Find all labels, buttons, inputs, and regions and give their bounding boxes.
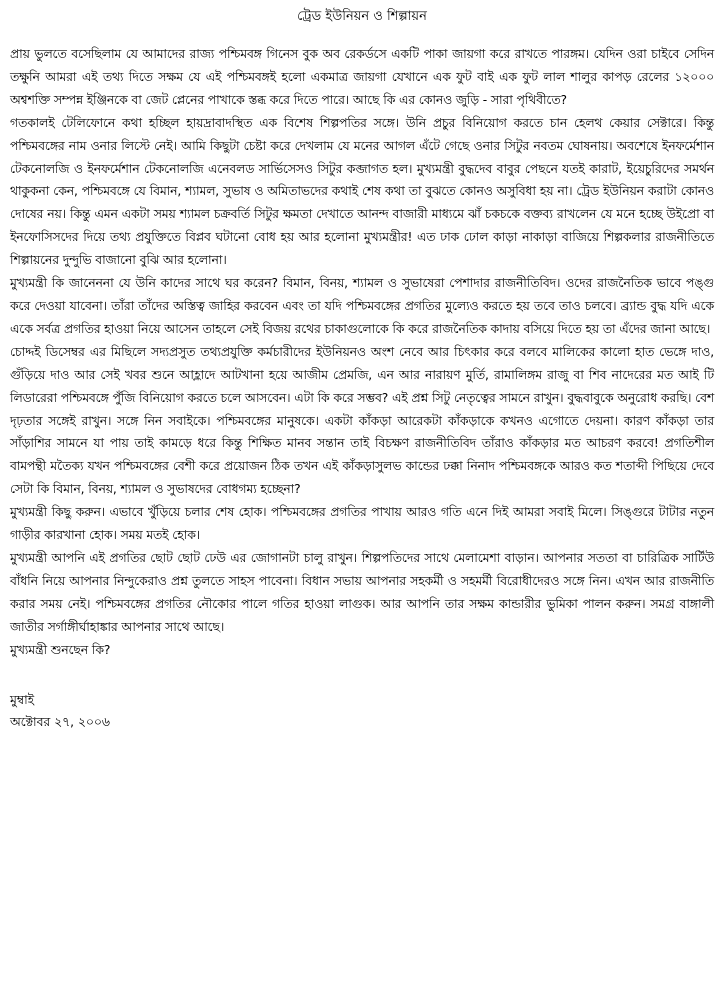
paragraph-3: মুখ্যমন্ত্রী কি জানেননা যে উনি কাদের সাথে ঘর করেন? বিমান, বিনয়, শ্যামল ও সুভাষেরা পেশাদার রাজনীতিবিদ। ওদের রাজনৈতিক ভাবে পঙ্গু করে দেওয়া যাবেনা। তাঁরা তাঁদের অস্তিত্ব জাহির করবেন এবং তা যদি পশ্চিমবঙ্গের প্রগতির মুল্যেও করতে হয় তবে তাও চলবে। ব্র্যান্ড বুদ্ধ যদি একে একে সর্বত্র প্রগতির হাওয়া নিয়ে আসেন তাহলে সেই বিজয় রথের চাকাগুলোকে কি করে রাজনৈতিক কাদায় বসিয়ে দিতে হয় তা এঁদের জানা আছে। xyxy=(10,276,714,336)
signature-name: মুম্বাই xyxy=(10,693,35,708)
signature-date: অক্টোবর ২৭, ২০০৬ xyxy=(10,715,110,730)
paragraph-1: প্রায় ভুলতে বসেছিলাম যে আমাদের রাজ্য পশ্চিমবঙ্গ গিনেস বুক অব রেকর্ডসে একটি পাকা জায়গা করে রাখতে পারঙ্গম। যেদিন ওরা চাইবে সেদিন তক্ষুনি আমরা এই তথ্য দিতে সক্ষম যে এই পশ্চিমবঙ্গই হলো একমাত্র জায়গা যেখানে এক ফুট বাই এক ফুট লাল শালুর কাপড় রেলের ১২০০০ অশ্বশক্তি সম্পন্ন ইঞ্জিনকে বা জেট প্লেনের পাখাকে স্তব্ধ করে দিতে পারে। আছে কি এর কোনও জুড়ি - সারা পৃথিবীতে? xyxy=(10,47,714,107)
document-title: ট্রেড ইউনিয়ন ও শিল্পায়ন xyxy=(297,9,427,24)
paragraph-4: চোদ্দই ডিসেম্বর এর মিছিলে সদ্যপ্রসুত তথ্যপ্রযুক্তি কর্মচারীদের ইউনিয়নও অংশ নেবে আর চিৎকার করে বলবে মালিকের কালো হাত ভেঙ্গে দাও, গুঁড়িয়ে দাও আর সেই খবর শুনে আহ্লাদে আটখানা হয়ে আজীম প্রেমজি, এন আর নারায়ণ মুর্তি, রামালিঙ্গম রাজু বা শিব নাদেরের মত আই টি লিডারেরা পশ্চিমবঙ্গে পুঁজি বিনিয়োগ করতে চলে আসবেন। এটা কি করে সম্ভব? এই প্রশ্ন সিটু নেতৃত্বের সামনে রাখুন। বুদ্ধবাবুকে অনুরোধ করছি। বেশ দৃঢ়তার সঙ্গেই রাখুন। সঙ্গে নিন সবাইকে। পশ্চিমবঙ্গের মানুষকে। একটা কাঁকড়া আরেকটা কাঁকড়াকে কখনও এগোতে দেয়না। কারণ কাঁকড়া তার সাঁড়াশির সামনে যা পায় তাই কামড়ে ধরে কিন্তু শিক্ষিত মানব সন্তান তাই বিচক্ষণ রাজনীতিবিদ তাঁরাও কাঁকড়ার মত আচরণ করবে! প্রগতিশীল বামপন্থী মতৈক্য যখন পশ্চিমবঙ্গের বেশী করে প্রয়োজন ঠিক তখন এই কাঁকড়াসুলভ কান্ডের ঢক্কা নিনাদ পশ্চিমবঙ্গকে আরও কত শতাব্দী পিছিয়ে দেবে সেটা কি বিমান, বিনয়, শ্যামল ও সুভাষদের বোধগম্য হচ্ছেনা? xyxy=(10,344,714,497)
paragraph-6: মুখ্যমন্ত্রী আপনি এই প্রগতির ছোট ছোট ঢেউ এর জোগানটা চালু রাখুন। শিল্পপতিদের সাথে মেলামেশা বাড়ান। আপনার সততা বা চারিত্রিক সার্টিউ বাঁধনি নিয়ে আপনার নিন্দুকেরাও প্রশ্ন তুলতে সাহস পাবেনা। বিধান সভায় আপনার সহকর্মী ও সহমর্মী বিরোধীদেরও সঙ্গে নিন। এখন আর রাজনীতি করার সময় নেই। পশ্চিমবঙ্গের প্রগতির নৌকোর পালে গতির হাওয়া লাগুক। আর আপনি তার সক্ষম কান্ডারীর ভুমিকা পালন করুন। সমগ্র বাঙ্গালী জাতীর সর্গাঙ্গীর্ঘাহাঙ্কার আপনার সাথে আছে। xyxy=(10,550,714,634)
signature-block xyxy=(10,689,714,733)
paragraph-5: মুখ্যমন্ত্রী কিছু করুন। এভাবে খুঁড়িয়ে চলার শেষ হোক। পশ্চিমবঙ্গের প্রগতির পাখায় আরও গতি এনে দিই আমরা সবাই মিলে। সিঙ্গুরে টাটার নতুন গাড়ীর কারখানা হোক। সময় মতই হোক। xyxy=(10,505,714,543)
paragraph-7: মুখ্যমন্ত্রী শুনছেন কি? xyxy=(10,642,111,657)
paragraph-2: গতকালই টেলিফোনে কথা হচ্ছিল হায়দ্রাবাদস্থিত এক বিশেষ শিল্পপতির সঙ্গে। উনি প্রচুর বিনিয়োগ করতে চান হেলথ কেয়ার সেক্টারে। কিন্তু পশ্চিমবঙ্গের নাম ওনার লিস্টে নেই। আমি কিছুটা চেষ্টা করে দেখলাম যে মনের আগল এঁটে গেছে ওনার সিটুর নবতম ঘোষনায়। অবশেষে ইনফর্মেশান টেকনোলজি ও ইনফর্মেশান টেকনোলজি এনেবলড সার্ভিসেসও সিটুর কব্জাগত হল। মুখ্যমন্ত্রী বুদ্ধদেব বাবুর পেছনে যতই কারাট, ইয়েচুরিদের সমর্থন থাকুকনা কেন, পশ্চিমবঙ্গে যে বিমান, শ্যামল, সুভাষ ও অমিতাভদের কথাই শেষ কথা তা বুঝতে কোনও অসুবিধা হয় না। ট্রেড ইউনিয়ন করাটা কোনও দোষের নয়। কিন্তু এমন একটা সময় শ্যামল চক্রবর্তি সিটুর ক্ষমতা দেখাতে আনন্দ বাজারী মাধ্যমে ঝাঁ চকচকে বক্তব্য রাখলেন যে মনে হচ্ছে উইপ্রো বা ইনফোসিসদের দিয়ে তথ্য প্রযুক্তিতে বিপ্লব ঘটানো বোধ হয় আর হলোনা মুখ্যমন্ত্রীর! এত ঢাক ঢোল কাড়া নাকাড়া বাজিয়ে শিল্পকলার রাজনীতিতে শিল্পায়নের দুন্দুভি বাজানো বুঝি আর হলোনা। xyxy=(10,115,714,268)
